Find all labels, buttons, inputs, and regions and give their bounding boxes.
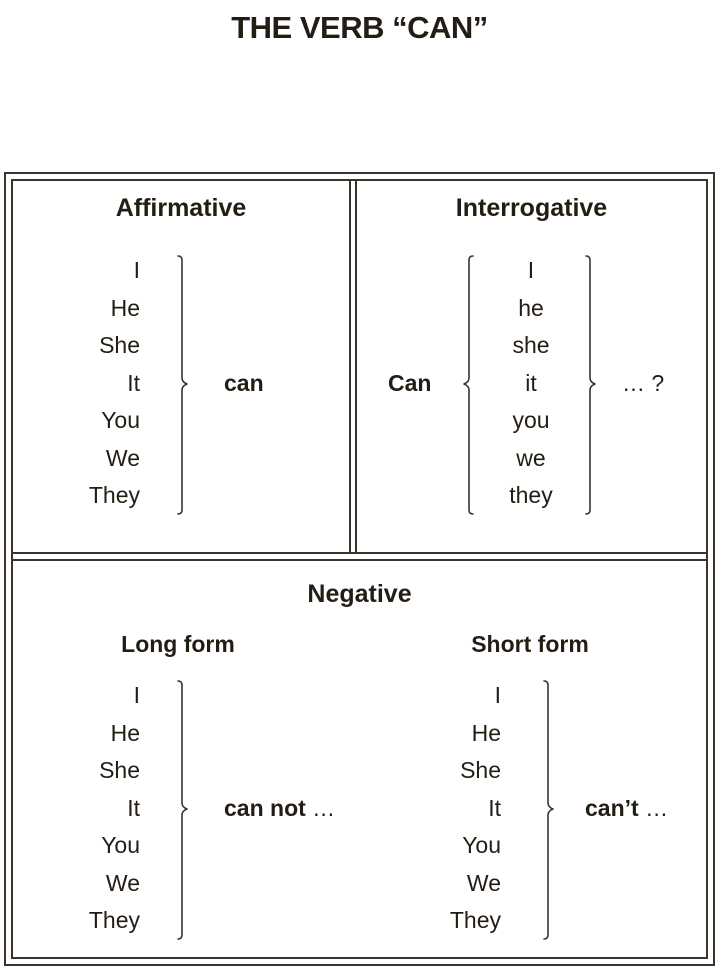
pronoun: I bbox=[133, 257, 140, 283]
divider-horizontal-a bbox=[11, 552, 708, 554]
affirmative-heading: Affirmative bbox=[115, 194, 247, 222]
pronoun: He bbox=[110, 294, 140, 321]
right-brace-icon bbox=[176, 679, 190, 943]
pronoun: they bbox=[509, 482, 553, 508]
interrogative-ending: … ? bbox=[622, 370, 665, 396]
frame-inner-left bbox=[11, 179, 13, 959]
pronoun: it bbox=[525, 369, 537, 396]
pronoun: She bbox=[460, 757, 501, 783]
frame-inner-right bbox=[706, 179, 708, 959]
pronoun: she bbox=[512, 332, 550, 358]
right-brace-icon bbox=[176, 254, 190, 518]
long-form-verb bbox=[224, 793, 335, 823]
frame-inner-top bbox=[11, 179, 708, 181]
ellipsis: … bbox=[312, 795, 336, 821]
interrogative-pronoun-list bbox=[481, 252, 581, 515]
divider-horizontal-b bbox=[11, 559, 708, 561]
pronoun: we bbox=[516, 444, 546, 471]
pronoun: They bbox=[449, 907, 501, 933]
interrogative-verb bbox=[388, 368, 431, 398]
pronoun: It bbox=[127, 369, 140, 396]
pronoun: She bbox=[99, 332, 140, 358]
divider-vertical-a bbox=[349, 179, 351, 554]
frame-outer-top bbox=[4, 172, 715, 174]
verb-cant: can’t bbox=[585, 795, 639, 821]
affirmative-pronoun-list bbox=[40, 252, 140, 515]
left-brace-icon bbox=[461, 254, 475, 518]
pronoun: I bbox=[494, 682, 501, 708]
divider-vertical-b bbox=[355, 179, 357, 554]
pronoun: You bbox=[462, 832, 501, 858]
negative-heading: Negative bbox=[307, 580, 412, 608]
interrogative-heading: Interrogative bbox=[455, 194, 608, 222]
pronoun: you bbox=[512, 407, 550, 433]
short-form-pronoun-list bbox=[401, 677, 501, 940]
pronoun: They bbox=[88, 482, 140, 508]
affirmative-verb bbox=[224, 368, 264, 398]
pronoun: I bbox=[133, 682, 140, 708]
pronoun: You bbox=[101, 407, 140, 433]
pronoun: She bbox=[99, 757, 140, 783]
frame-outer-bottom bbox=[4, 964, 715, 966]
pronoun: We bbox=[105, 444, 140, 471]
pronoun: We bbox=[466, 869, 501, 896]
right-brace-icon bbox=[584, 254, 598, 518]
pronoun: We bbox=[105, 869, 140, 896]
pronoun: You bbox=[101, 832, 140, 858]
frame-inner-bottom bbox=[11, 957, 708, 959]
long-form-pronoun-list bbox=[40, 677, 140, 940]
pronoun: They bbox=[88, 907, 140, 933]
long-form-label: Long form bbox=[121, 631, 235, 657]
pronoun: he bbox=[518, 294, 544, 321]
pronoun: It bbox=[127, 794, 140, 821]
verb-can-capital: Can bbox=[388, 370, 432, 396]
frame-outer-right bbox=[713, 172, 715, 966]
short-form-verb bbox=[585, 793, 668, 823]
page-title: THE VERB “CAN” bbox=[231, 10, 488, 45]
pronoun: I bbox=[527, 257, 535, 283]
pronoun: He bbox=[471, 719, 501, 746]
pronoun: It bbox=[488, 794, 501, 821]
verb-can-not: can not bbox=[224, 795, 306, 821]
ellipsis: … bbox=[645, 795, 669, 821]
short-form-label: Short form bbox=[471, 631, 589, 657]
frame-outer-left bbox=[4, 172, 6, 966]
right-brace-icon bbox=[542, 679, 556, 943]
verb-can: can bbox=[224, 370, 264, 396]
pronoun: He bbox=[110, 719, 140, 746]
